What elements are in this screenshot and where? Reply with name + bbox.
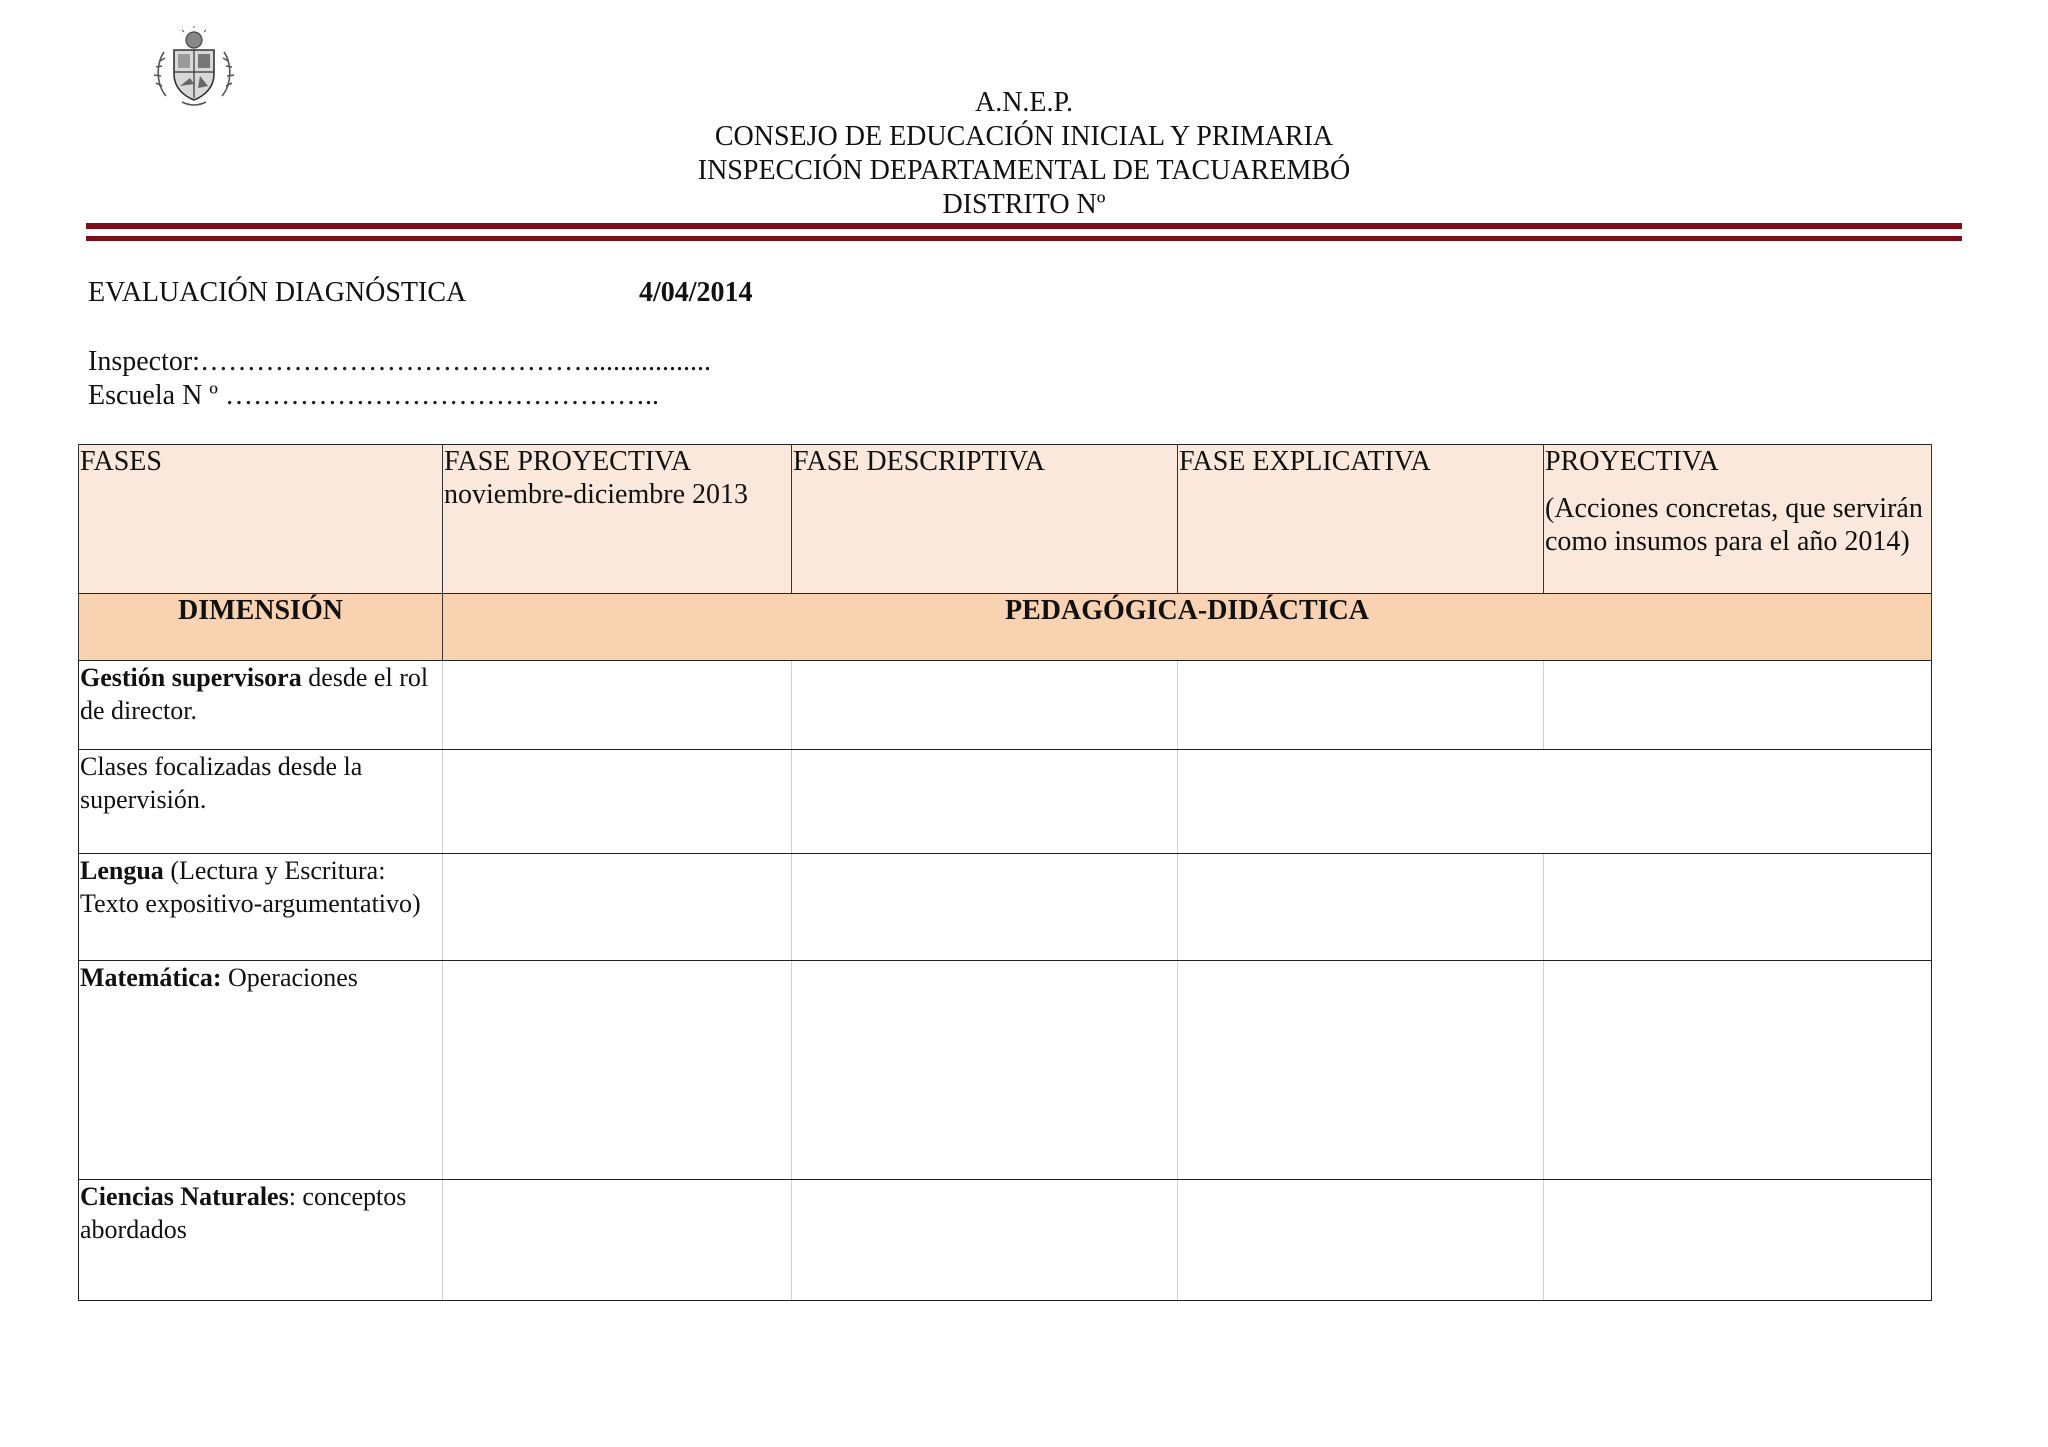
evaluation-title: EVALUACIÓN DIAGNÓSTICA xyxy=(88,277,467,308)
row-label-gestion xyxy=(79,661,443,750)
cell-ciencias-explicativa[interactable] xyxy=(1178,1180,1544,1301)
header-fases xyxy=(79,445,443,594)
dimension-value: PEDAGÓGICA-DIDÁCTICA xyxy=(443,594,1932,661)
row-label-matematica-rest: Operaciones xyxy=(221,963,358,992)
table-header-row xyxy=(79,445,1932,594)
cell-gestion-proyectiva2[interactable] xyxy=(1544,661,1932,750)
header-line-inspeccion: INSPECCIÓN DEPARTAMENTAL DE TACUAREMBÓ xyxy=(697,155,1351,186)
dimension-row xyxy=(79,594,1932,661)
table-row xyxy=(79,1180,1932,1301)
cell-clases-descriptiva[interactable] xyxy=(792,750,1178,854)
row-label-clases xyxy=(79,750,443,854)
header-fase-explicativa-label: FASE EXPLICATIVA xyxy=(1179,446,1431,477)
cell-lengua-proyectiva[interactable] xyxy=(443,854,792,961)
row-label-gestion-bold: Gestión supervisora xyxy=(80,663,302,692)
header-fase-proyectiva-label: FASE PROYECTIVA xyxy=(444,446,692,477)
dimension-label: DIMENSIÓN xyxy=(79,594,443,661)
header-fases-label: FASES xyxy=(80,446,162,477)
cell-ciencias-proyectiva[interactable] xyxy=(443,1180,792,1301)
cell-matematica-explicativa[interactable] xyxy=(1178,961,1544,1180)
row-label-clases-text: Clases focalizadas desde la supervisión. xyxy=(80,752,363,814)
header-proyectiva-label: PROYECTIVA xyxy=(1545,446,1719,477)
cell-clases-proyectiva[interactable] xyxy=(443,750,792,854)
row-label-lengua xyxy=(79,854,443,961)
table-row xyxy=(79,661,1932,750)
evaluation-table xyxy=(78,444,1932,1301)
header-fase-explicativa xyxy=(1178,445,1544,594)
header-line-consejo: CONSEJO DE EDUCACIÓN INICIAL Y PRIMARIA xyxy=(714,121,1334,152)
row-label-matematica xyxy=(79,961,443,1180)
table-row xyxy=(79,961,1932,1180)
table-row xyxy=(79,750,1932,854)
cell-lengua-explicativa[interactable] xyxy=(1178,854,1544,961)
row-label-ciencias-rest: : conceptos abordados xyxy=(80,1182,407,1244)
inspector-field[interactable]: Inspector:……………………………………................. xyxy=(88,346,711,377)
table-row xyxy=(79,854,1932,961)
header-divider-top xyxy=(86,223,1962,229)
cell-ciencias-proyectiva2[interactable] xyxy=(1544,1180,1932,1301)
institution-header xyxy=(0,86,2048,222)
evaluation-date: 4/04/2014 xyxy=(639,277,753,308)
row-label-lengua-rest: (Lectura y Escritura: Texto expositivo-argumentativo) xyxy=(80,856,421,918)
cell-lengua-proyectiva2[interactable] xyxy=(1544,854,1932,961)
row-label-gestion-rest: desde el rol de director. xyxy=(80,663,429,725)
cell-clases-explicativa-proyectiva[interactable] xyxy=(1178,750,1932,854)
cell-gestion-explicativa[interactable] xyxy=(1178,661,1544,750)
header-fase-proyectiva-dates: noviembre-diciembre 2013 xyxy=(444,479,749,510)
header-fase-proyectiva xyxy=(443,445,792,594)
cell-ciencias-descriptiva[interactable] xyxy=(792,1180,1178,1301)
header-proyectiva-note: (Acciones concretas, que servirán como insumos para el año 2014) xyxy=(1545,493,1923,557)
cell-matematica-descriptiva[interactable] xyxy=(792,961,1178,1180)
row-label-matematica-bold: Matemática: xyxy=(80,963,222,992)
cell-lengua-descriptiva[interactable] xyxy=(792,854,1178,961)
row-label-ciencias-bold: Ciencias Naturales xyxy=(80,1182,289,1211)
header-line-distrito: DISTRITO Nº xyxy=(942,189,1106,220)
header-proyectiva xyxy=(1544,445,1932,594)
row-label-lengua-bold: Lengua xyxy=(80,856,164,885)
cell-matematica-proyectiva[interactable] xyxy=(443,961,792,1180)
escuela-field[interactable]: Escuela N º ……………………………………….. xyxy=(88,380,659,411)
header-fase-descriptiva xyxy=(792,445,1178,594)
header-line-anep: A.N.E.P. xyxy=(974,87,1073,118)
header-divider-bottom xyxy=(86,236,1962,241)
cell-gestion-proyectiva[interactable] xyxy=(443,661,792,750)
cell-gestion-descriptiva[interactable] xyxy=(792,661,1178,750)
header-fase-descriptiva-label: FASE DESCRIPTIVA xyxy=(793,446,1045,477)
row-label-ciencias xyxy=(79,1180,443,1301)
cell-matematica-proyectiva2[interactable] xyxy=(1544,961,1932,1180)
